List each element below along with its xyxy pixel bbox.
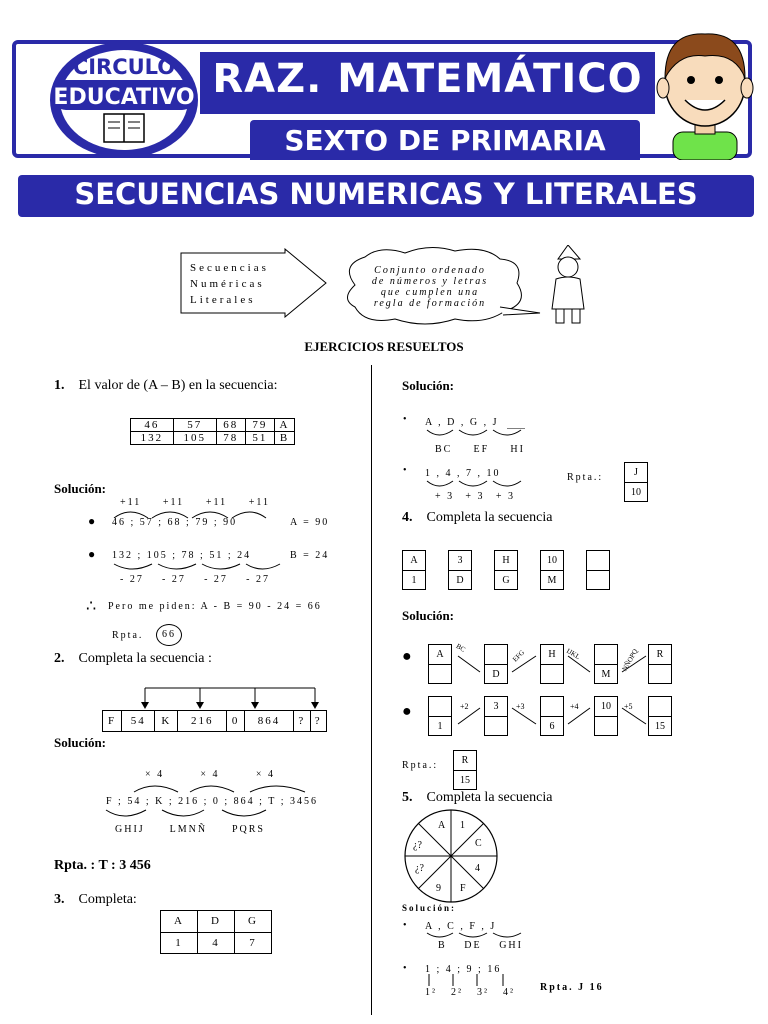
ex4-sol-box: R: [648, 644, 672, 684]
wheel-label: 9: [436, 883, 441, 894]
ex4-sol-box: D: [484, 644, 508, 684]
ex2-arcs-bottom: [104, 808, 284, 822]
ex1-rpta-value: 66: [156, 624, 182, 646]
table-cell: 1: [161, 932, 198, 954]
ex1-seq2: 132 ; 105 ; 78 ; 51 ; 24: [112, 550, 252, 561]
ex4-rpta-label: Rpta.:: [402, 760, 439, 771]
ex2-arcs-top: [130, 780, 320, 794]
ex5-powers: 1² 2² 3² 4²: [425, 987, 515, 998]
ex1-res1: A = 90: [290, 517, 330, 528]
ex1-add-labels: +11 +11 +11 +11: [120, 497, 270, 508]
table-row: [131, 432, 295, 445]
ex1-res2: B = 24: [290, 550, 330, 561]
ex4-box: [586, 550, 610, 590]
right-seqA: A , D , G , J: [425, 417, 499, 428]
ex1-rpta-label: Rpta.: [112, 630, 144, 641]
wheel-label: ¿?: [415, 863, 424, 874]
logo-bottom-text: EDUCATIVO: [53, 85, 195, 110]
ex4-sol-box: M: [594, 644, 618, 684]
section-title: EJERCICIOS RESUELTOS: [304, 339, 464, 354]
bullet: •: [403, 963, 407, 974]
wheel-label: ¿?: [413, 840, 422, 851]
ex2-arrows: [140, 684, 320, 710]
right-arcsB: [425, 479, 535, 491]
wheel-label: 1: [460, 820, 465, 831]
table-cell: 54: [122, 711, 155, 732]
ex4-question: 4. Completa la secuencia: [402, 510, 553, 525]
table-cell: 864: [245, 711, 294, 732]
table-cell: D: [198, 911, 235, 933]
table-cell: 4: [198, 932, 235, 954]
ex5-rpta: Rpta. J 16: [540, 982, 604, 993]
circulo-educativo-logo: [44, 22, 204, 162]
table-cell: A: [161, 911, 198, 933]
ex5-seqA: A , C , F , J: [425, 921, 497, 932]
ex1-conclusion: Pero me piden: A - B = 90 - 24 = 66: [108, 601, 322, 612]
table-row: [161, 932, 272, 954]
header-title: RAZ. MATEMÁTICO: [212, 56, 643, 102]
ex4-sol-box: 15: [648, 696, 672, 736]
ex5-down-arrows: [425, 974, 525, 988]
table-cell: 105: [173, 432, 216, 445]
right-gapsA: BC EF HI: [435, 444, 525, 455]
ex4-arrows-row2: [452, 702, 652, 732]
table-cell: G: [235, 911, 272, 933]
table-cell: 46: [131, 419, 174, 432]
right-gapsB: + 3 + 3 + 3: [435, 491, 515, 502]
therefore-symbol: ∴: [86, 598, 97, 615]
ex4-box: 3 D: [448, 550, 472, 590]
ex3-table: [160, 910, 272, 954]
table-cell: 57: [173, 419, 216, 432]
ex3-question: 3. Completa:: [54, 892, 137, 907]
table-cell: 132: [131, 432, 174, 445]
ex4-sol-label: NÑOPQ: [620, 647, 640, 673]
ex2-mult-labels: × 4 × 4 × 4: [145, 769, 275, 780]
table-cell: 68: [216, 419, 245, 432]
ex4-sol-box: H: [540, 644, 564, 684]
table-cell: 79: [245, 419, 274, 432]
right-seqB: 1 , 4 , 7 , 10: [425, 468, 501, 479]
wheel-label: A: [438, 820, 446, 831]
table-cell: F: [103, 711, 122, 732]
ex1-arcs-bottom: [112, 562, 282, 574]
table-cell: 7: [235, 932, 272, 954]
intro-cloud-text: Conjunto ordenado de números y letras que cumplen una regla de formación: [371, 265, 489, 309]
ex5-gapsA: B DE GHI: [438, 940, 523, 951]
wheel-label: F: [460, 883, 466, 894]
ex4-sol-label: EFG: [511, 648, 527, 664]
dwarf-icon: [548, 245, 588, 327]
ex2-solucion: Solución:: [54, 735, 107, 750]
ex4-sol-label: IJKL: [564, 646, 582, 662]
bullet: •: [403, 465, 407, 476]
wheel-label: 4: [475, 863, 480, 874]
ex4-sol-box: A: [428, 644, 452, 684]
ex1-question: 1. El valor de (A – B) en la secuencia:: [54, 378, 278, 393]
ex4-solucion: Solución:: [402, 608, 455, 623]
logo-top-text: CIRCULO: [72, 55, 176, 79]
table-row: [103, 711, 327, 732]
ex1-sub-labels: - 27 - 27 - 27 - 27: [120, 574, 270, 585]
bullet: ●: [88, 514, 96, 528]
table-cell: 216: [178, 711, 227, 732]
ex1-table: [130, 418, 295, 445]
ex4-sol-box: 3: [484, 696, 508, 736]
table-row: [161, 911, 272, 933]
table-cell: ?: [294, 711, 310, 732]
table-cell: K: [155, 711, 178, 732]
ex2-question: 2. Completa la secuencia :: [54, 651, 212, 666]
ex4-sol-label: +3: [516, 702, 525, 711]
ex2-rpta: Rpta. : T : 3 456: [54, 858, 151, 873]
ex4-sol-label: BC: [454, 642, 467, 654]
bullet: •: [403, 920, 407, 931]
right-solucion: Solución:: [402, 378, 455, 393]
bullet: ●: [402, 648, 412, 665]
ex4-box: A 1: [402, 550, 426, 590]
ex4-sol-box: 1: [428, 696, 452, 736]
right-rpta-box: J 10: [624, 462, 648, 502]
ex5-solucion: Solución:: [402, 903, 457, 913]
ex4-sol-label: +4: [570, 702, 579, 711]
right-rpta-label: Rpta.:: [567, 472, 604, 483]
bullet: ●: [88, 547, 96, 561]
header-subtitle: SEXTO DE PRIMARIA: [284, 124, 606, 157]
ex2-letter-groups: GHIJ LMNÑ PQRS: [115, 824, 265, 835]
intro-box-text: Secuencias Numéricas Literales: [190, 262, 269, 306]
ex4-sol-label: +5: [624, 702, 633, 711]
ex4-box: 10 M: [540, 550, 564, 590]
ex4-rpta-box: R 15: [453, 750, 477, 790]
table-cell: ?: [310, 711, 327, 732]
table-cell: B: [275, 432, 295, 445]
table-cell: A: [275, 419, 295, 432]
ex2-table: [102, 710, 327, 732]
table-cell: 51: [245, 432, 274, 445]
table-cell: 0: [227, 711, 245, 732]
table-cell: 78: [216, 432, 245, 445]
ex5-seqB: 1 ; 4 ; 9 ; 16: [425, 964, 502, 975]
bullet: ●: [402, 703, 412, 720]
ex5-wheel: [403, 808, 499, 904]
ex1-seq1: 46 ; 57 ; 68 ; 79 ; 90: [112, 517, 238, 528]
ex2-seq: F ; 54 ; K ; 216 ; 0 ; 864 ; T ; 3456: [106, 796, 318, 807]
ex4-sol-box: 10: [594, 696, 618, 736]
wheel-label: C: [475, 838, 482, 849]
ex4-sol-box: 6: [540, 696, 564, 736]
boy-mascot-icon: [655, 22, 755, 160]
ex1-solucion: Solución:: [54, 481, 107, 496]
bullet: •: [403, 414, 407, 425]
ex5-question: 5. Completa la secuencia: [402, 790, 553, 805]
column-divider: [371, 365, 372, 1015]
ex4-box: H G: [494, 550, 518, 590]
ex4-sol-label: +2: [460, 702, 469, 711]
right-arcsA: [425, 428, 535, 442]
topic-title: SECUENCIAS NUMERICAS Y LITERALES: [74, 177, 698, 211]
table-row: [131, 419, 295, 432]
